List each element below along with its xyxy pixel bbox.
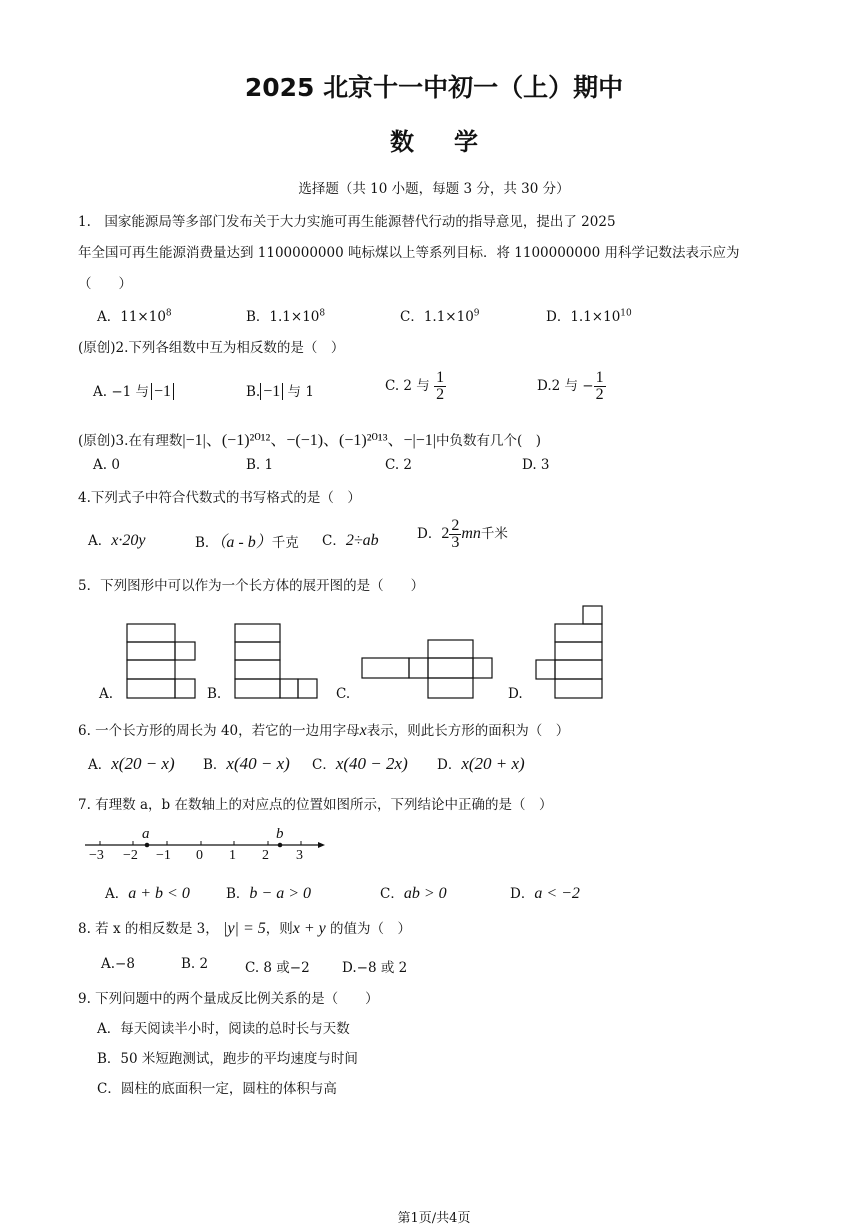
q8-stem: 8. 若 x 的相反数是 3， |y| = 5，则x + y 的值为（ ）: [78, 920, 412, 937]
tick-label: −2: [123, 848, 138, 863]
q2-option-a: A. −1 与 −1: [93, 380, 174, 401]
q4-option-a: A．x·20y: [88, 532, 146, 549]
q3-option-a: A. 0: [93, 457, 120, 473]
q3-option-b: B. 1: [246, 457, 274, 473]
q1-stem-line1: 1. 国家能源局等多部门发布关于大力实施可再生能源替代行动的指导意见，提出了 2025: [78, 214, 616, 230]
q9-option-a: A．每天阅读半小时，阅读的总时长与天数: [97, 1021, 350, 1037]
q1-option-c: C．$1.1\times 10^9$: [400, 308, 480, 325]
q3-stem: (原创)3.在有理数|−1|、(−1)²⁰¹²、−(−1)、(−1)²⁰¹³、−|−1|中负数有几个( ): [78, 432, 542, 449]
q7-option-d: D．a < −2: [510, 885, 580, 902]
page-footer: 第1页/共4页: [397, 1211, 471, 1226]
q6-stem: 6. 一个长方形的周长为 40，若它的一边用字母x表示，则此长方形的面积为（ ）: [78, 722, 570, 739]
q7-option-b: B．b − a > 0: [226, 885, 312, 902]
q4-option-d: D．2 $\frac{2}{3}$ mn千米: [417, 517, 508, 551]
q1-option-b: B．$1.1\times 10^8$: [246, 308, 326, 325]
tick-label: −3: [89, 848, 104, 863]
point-b-label: b: [276, 826, 284, 842]
q2-option-b: B. −1 与 1: [246, 383, 314, 400]
q1-stem-line3: （ ）: [78, 276, 132, 292]
subject-title: 数学: [390, 128, 518, 156]
q5-label-c: C.: [336, 686, 351, 702]
q3-option-c: C. 2: [385, 457, 413, 473]
page-title: 2025 北京十一中初一（上）期中: [244, 73, 624, 102]
q4-option-b: B．（a - b）千克: [195, 534, 299, 551]
q6-option-d: D．x(20 + x): [437, 754, 525, 773]
tick-label: 0: [196, 848, 203, 863]
q7-option-c: C．ab > 0: [380, 885, 447, 902]
q6-option-b: B．x(40 − x): [203, 754, 290, 773]
q6-option-a: A．x(20 − x): [88, 754, 175, 773]
q8-option-a: A.−8: [101, 956, 135, 972]
q2-stem: (原创)2.下列各组数中互为相反数的是（ ）: [78, 340, 345, 356]
q8-option-c: C. 8 或−2: [245, 960, 310, 976]
section-heading: 选择题（共 10 小题，每题 3 分，共 30 分）: [298, 181, 570, 197]
q8-option-d: D.−8 或 2: [342, 960, 408, 976]
point-b-dot: [278, 843, 283, 848]
q9-stem: 9. 下列问题中的两个量成反比例关系的是（ ）: [78, 991, 379, 1007]
q4-option-c: C．2÷ab: [322, 532, 379, 549]
q5-label-b: B.: [207, 686, 222, 702]
q9-option-b: B．50 米短跑测试，跑步的平均速度与时间: [97, 1051, 358, 1067]
tick-label: 3: [296, 848, 303, 863]
point-a-label: a: [142, 826, 150, 842]
q6-option-c: C．x(40 − 2x): [312, 754, 408, 773]
tick-label: −1: [156, 848, 171, 863]
q7-stem: 7. 有理数 a，b 在数轴上的对应点的位置如图所示，下列结论中正确的是（ ）: [78, 797, 553, 813]
q1-option-a: A．$11\times 10^8$: [97, 308, 172, 325]
q7-option-a: A．a + b < 0: [105, 885, 190, 902]
q8-option-b: B. 2: [181, 956, 209, 972]
q2-option-c: C. 2 与 $\frac{1}{2}$: [385, 369, 445, 403]
q1-option-d: D．$1.1\times 10^{10}$: [546, 308, 632, 325]
q2-option-d: D.2 与 − $\frac{1}{2}$: [537, 369, 604, 403]
q5-label-a: A.: [99, 686, 114, 702]
q5-stem: 5．下列图形中可以作为一个长方体的展开图的是（ ）: [78, 578, 425, 594]
q5-label-d: D.: [508, 686, 523, 702]
tick-label: 1: [229, 848, 236, 863]
q3-option-d: D. 3: [522, 457, 550, 473]
point-a-dot: [145, 843, 150, 848]
q1-stem-line2: 年全国可再生能源消费量达到 1100000000 吨标煤以上等系列目标．将 1100000000 用科学记数法表示应为: [78, 245, 740, 261]
q9-option-c: C．圆柱的底面积一定，圆柱的体积与高: [97, 1081, 337, 1097]
tick-label: 2: [262, 848, 269, 863]
q4-stem: 4.下列式子中符合代数式的书写格式的是（ ）: [78, 490, 361, 506]
